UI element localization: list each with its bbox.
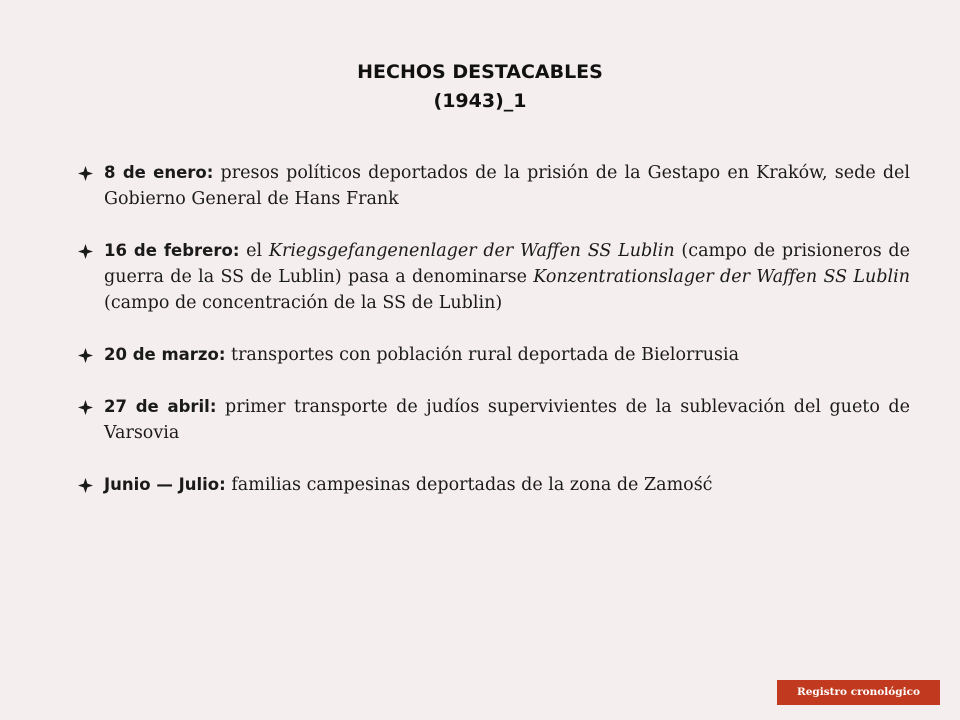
item-separator: : [219,475,226,494]
item-date: 8 de enero [104,163,207,182]
list-item-8-enero [78,160,910,212]
item-text-part-1: el [239,241,269,261]
title-line-1: HECHOS DESTACABLES [357,61,603,83]
item-separator: : [218,345,226,364]
item-italic-name-1: Kriegsgefangenenlager der Waffen SS Lublin [268,241,675,261]
item-italic-name-2: Konzentrationslager der Waffen SS Lublin [533,267,910,287]
page-title [0,58,960,116]
item-text: presos políticos deportados de la prisión de la Gestapo en Kraków, sede del Gobierno General de Hans Frank [104,163,910,209]
item-date: Junio — Julio [104,475,220,494]
item-date: 20 de marzo [104,345,219,364]
item-date: 27 de abril [104,397,210,416]
item-text: familias campesinas deportadas de la zona de Zamość [225,475,713,495]
registro-cronologico-button[interactable]: Registro cronológico [777,680,940,705]
diamond-star-bullet-icon [78,478,93,493]
diamond-star-bullet-icon [78,348,93,363]
list-item-16-febrero [78,238,910,316]
item-separator: : [209,397,217,416]
item-separator: : [232,241,240,260]
list-item-27-abril [78,394,910,446]
diamond-star-bullet-icon [78,244,93,259]
title-line-2: (1943)_1 [433,90,527,112]
list-item-junio-julio [78,472,910,498]
item-text: primer transporte de judíos supervivientes de la sublevación del gueto de Varsovia [104,397,910,443]
list-item-20-marzo [78,342,910,368]
diamond-star-bullet-icon [78,166,93,181]
item-text: transportes con población rural deportada de Bielorrusia [225,345,740,365]
item-text-part-3: (campo de concentración de la SS de Lublin) [104,293,503,313]
diamond-star-bullet-icon [78,400,93,415]
item-text-part-2: (campo de prisioneros de guerra de la SS de Lublin) pasa a denominarse [104,241,910,287]
item-date: 16 de febrero [104,241,233,260]
events-list [78,160,910,524]
item-separator: : [206,163,214,182]
